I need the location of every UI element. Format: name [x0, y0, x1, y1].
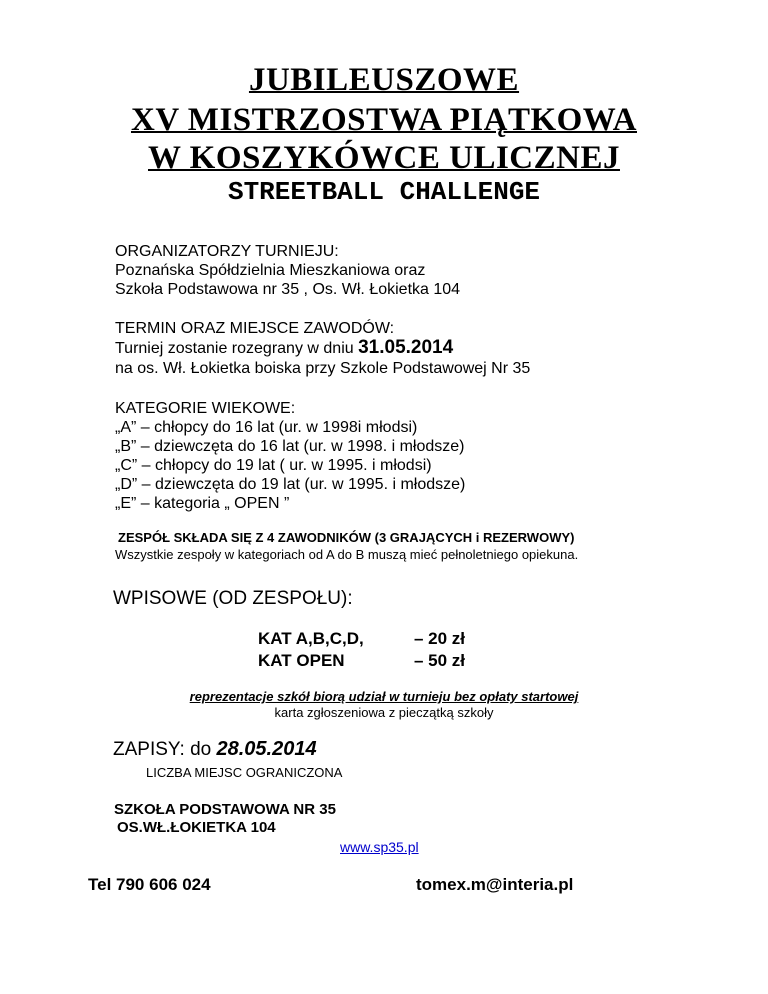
fee-label-open: KAT OPEN: [258, 651, 345, 670]
organizers-heading: ORGANIZATORZY TURNIEJU:: [115, 243, 339, 260]
category-b: „B” – dziewczęta do 16 lat (ur. w 1998. i młodsze): [115, 438, 465, 455]
category-a: „A” – chłopcy do 16 lat (ur. w 1998i młodsi): [115, 419, 418, 436]
venue-heading: TERMIN ORAZ MIEJSCE ZAWODÓW:: [115, 320, 395, 337]
title-line-1: JUBILEUSZOWE: [248, 62, 520, 98]
venue-line-1-text: Turniej zostanie rozegrany w dniu: [115, 340, 359, 357]
categories-heading: KATEGORIE WIEKOWE:: [115, 400, 296, 417]
fee-heading: WPISOWE (OD ZESPOŁU):: [113, 588, 353, 609]
contact-email: tomex.m@interia.pl: [416, 875, 574, 894]
fee-label-abcd: KAT A,B,C,D,: [258, 629, 364, 648]
registration-form-note: karta zgłoszeniowa z pieczątką szkoły: [274, 705, 494, 720]
team-composition: ZESPÓŁ SKŁADA SIĘ Z 4 ZAWODNIKÓW (3 GRAJĄCYCH i REZERWOWY): [118, 530, 575, 545]
registration-date: 28.05.2014: [216, 738, 317, 760]
organizers-line-2: Szkoła Podstawowa nr 35 , Os. Wł. Łokietka 104: [115, 281, 461, 298]
organizers-line-1: Poznańska Spółdzielnia Mieszkaniowa oraz: [115, 262, 426, 279]
fee-amount-open: – 50 zł: [414, 651, 466, 670]
registration-deadline: [113, 738, 317, 761]
venue-line-2: na os. Wł. Łokietka boiska przy Szkole Podstawowej Nr 35: [115, 360, 531, 377]
venue-line-1: [115, 339, 453, 358]
phone-number: Tel 790 606 024: [88, 875, 211, 894]
guardian-requirement: Wszystkie zespoły w kategoriach od A do B muszą mieć pełnoletniego opiekuna.: [115, 547, 579, 562]
category-c: „C” – chłopcy do 19 lat ( ur. w 1995. i młodsi): [115, 457, 432, 474]
title-line-3: W KOSZYKÓWCE ULICZNEJ: [148, 140, 620, 176]
fee-amount-abcd: – 20 zł: [414, 629, 466, 648]
school-address: OS.WŁ.ŁOKIETKA 104: [117, 819, 276, 836]
title-line-4: STREETBALL CHALLENGE: [227, 177, 541, 207]
category-e: „E” – kategoria „ OPEN ”: [115, 495, 290, 512]
title-line-2: XV MISTRZOSTWA PIĄTKOWA: [130, 102, 637, 138]
school-fee-note: reprezentacje szkół biorą udział w turnieju bez opłaty startowej: [189, 689, 579, 704]
school-name: SZKOŁA PODSTAWOWA NR 35: [114, 801, 336, 818]
event-date: 31.05.2014: [358, 337, 454, 358]
registration-prefix: ZAPISY: do: [113, 739, 217, 760]
places-limit: LICZBA MIEJSC OGRANICZONA: [146, 765, 343, 780]
school-website-link[interactable]: www.sp35.pl: [340, 839, 419, 855]
category-d: „D” – dziewczęta do 19 lat (ur. w 1995. i młodsze): [115, 476, 466, 493]
